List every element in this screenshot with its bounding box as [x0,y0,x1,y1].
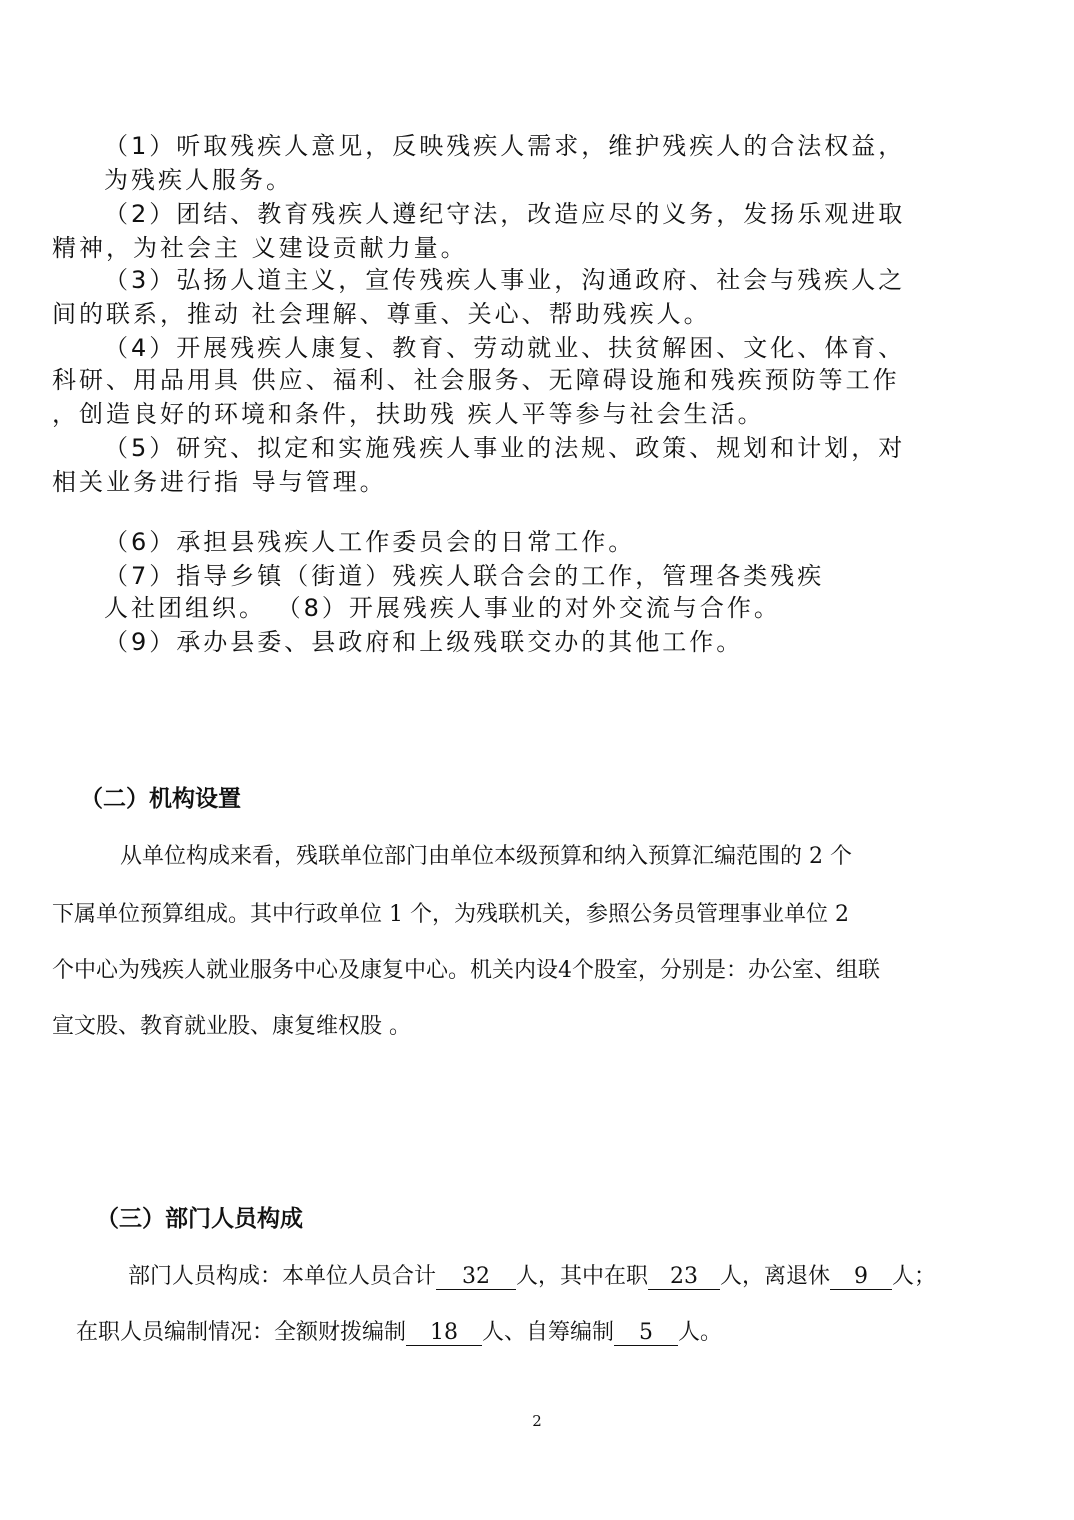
duty-line: （5）研究、拟定和实施残疾人事业的法规、政策、规划和计划，对 [104,434,906,462]
duty-line: 相关业务进行指 导与管理。 [52,468,387,496]
staff-text: 人，离退休 [720,1264,831,1289]
duty-line: （7）指导乡镇（街道）残疾人联合会的工作，管理各类残疾 [104,562,825,590]
paragraph-line: 从单位构成来看，残联单位部门由单位本级预算和纳入预算汇编范围的 2 个 [120,844,852,869]
page-number: 2 [532,1412,542,1430]
duty-line: （4）开展残疾人康复、教育、劳动就业、扶贫解困、文化、体育、 [104,334,906,362]
staff-total-value: 32 [436,1265,516,1290]
duty-line: ，创造良好的环境和条件，扶助残 疾人平等参与社会生活。 [52,400,765,428]
section-heading: （二）机构设置 [80,786,241,812]
staff-quota-line [76,1318,722,1348]
duty-line: （6）承担县残疾人工作委员会的日常工作。 [104,528,636,556]
duty-line: （1）听取残疾人意见，反映残疾人需求，维护残疾人的合法权益， [104,132,906,160]
staff-total-line [128,1262,936,1292]
duty-line: 科研、用品用具 供应、福利、社会服务、无障碍设施和残疾预防等工作 [52,366,900,394]
duty-line: （3）弘扬人道主义，宣传残疾人事业，沟通政府、社会与残疾人之 [104,266,906,294]
section-heading: （三）部门人员构成 [96,1206,303,1232]
staff-text: 部门人员构成：本单位人员合计 [128,1264,437,1289]
staff-active-value: 23 [648,1265,720,1290]
paragraph-line: 宣文股、教育就业股、康复维权股 。 [52,1014,411,1039]
duty-line: 精神，为社会主 义建设贡献力量。 [52,234,468,262]
duty-line: （9）承办县委、县政府和上级残联交办的其他工作。 [104,628,744,656]
full-funded-value: 18 [406,1321,482,1346]
staff-retired-value: 9 [830,1265,892,1290]
staff-text: 人，其中在职 [516,1264,649,1289]
staff-text: 人、自筹编制 [482,1320,615,1345]
paragraph-line: 个中心为残疾人就业服务中心及康复中心。机关内设4个股室，分别是：办公室、组联 [52,958,880,983]
staff-text: 人。 [678,1320,723,1345]
duty-line: 人社团组织。 （8）开展残疾人事业的对外交流与合作。 [104,594,781,622]
self-funded-value: 5 [614,1321,678,1346]
staff-text: 在职人员编制情况：全额财拨编制 [76,1320,407,1345]
duty-line: 间的联系，推动 社会理解、尊重、关心、帮助残疾人。 [52,300,711,328]
staff-text: 人； [892,1264,937,1289]
duty-line: 为残疾人服务。 [104,166,293,194]
paragraph-line: 下属单位预算组成。其中行政单位 1 个，为残联机关，参照公务员管理事业单位 2 [52,902,849,927]
duty-line: （2）团结、教育残疾人遵纪守法，改造应尽的义务，发扬乐观进取 [104,200,906,228]
